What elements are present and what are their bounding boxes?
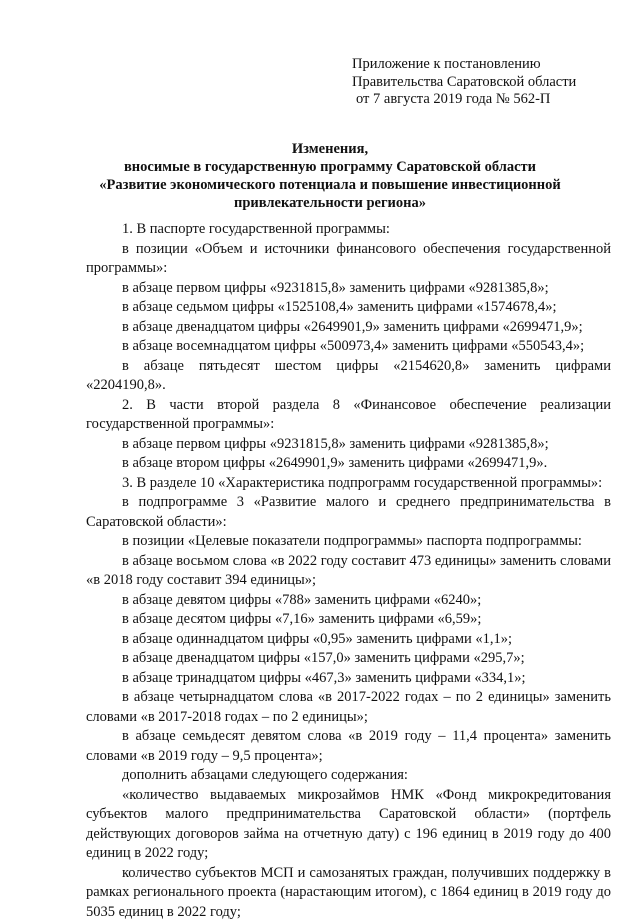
document-body: [86, 220, 611, 922]
paragraph-change: в абзаце восьмом слова «в 2022 году составит 473 единицы» заменить словами «в 2018 году составит 394 единицы»;: [86, 552, 611, 591]
paragraph-add-intro: дополнить абзацами следующего содержания:: [86, 766, 611, 786]
heading-line-1: Изменения,: [86, 140, 574, 158]
paragraph-item-3: 3. В разделе 10 «Характеристика подпрограмм государственной программы»:: [86, 474, 611, 494]
paragraph-change: в абзаце тринадцатом цифры «467,3» заменить цифрами «334,1»;: [86, 669, 611, 689]
paragraph-change: в абзаце двенадцатом цифры «157,0» заменить цифрами «295,7»;: [86, 649, 611, 669]
heading-line-4: привлекательности региона»: [86, 194, 574, 212]
paragraph-change: в абзаце восемнадцатом цифры «500973,4» заменить цифрами «550543,4»;: [86, 337, 611, 357]
heading-line-2: вносимые в государственную программу Саратовской области: [86, 158, 574, 176]
heading-line-3: «Развитие экономического потенциала и повышение инвестиционной: [86, 176, 574, 194]
document-heading: [86, 140, 574, 212]
paragraph-change: в абзаце первом цифры «9231815,8» заменить цифрами «9281385,8»;: [86, 435, 611, 455]
paragraph-added-text: количество субъектов МСП и самозанятых граждан, получивших поддержку в рамках регионального проекта (нарастающим итогом), с 1864 единиц в 2019 году до 5035 единиц в 2022 году;: [86, 864, 611, 922]
paragraph-change: в абзаце втором цифры «2649901,9» заменить цифрами «2699471,9».: [86, 454, 611, 474]
paragraph-change: в абзаце первом цифры «9231815,8» заменить цифрами «9281385,8»;: [86, 279, 611, 299]
paragraph-subprogram-3: в подпрограмме 3 «Развитие малого и среднего предпринимательства в Саратовской области»:: [86, 493, 611, 532]
paragraph-change: в абзаце двенадцатом цифры «2649901,9» заменить цифрами «2699471,9»;: [86, 318, 611, 338]
paragraph-position-finance: в позиции «Объем и источники финансового обеспечения государственной программы»:: [86, 240, 611, 279]
appendix-line-3: от 7 августа 2019 года № 562-П: [352, 91, 622, 109]
paragraph-position-targets: в позиции «Целевые показатели подпрограммы» паспорта подпрограммы:: [86, 532, 611, 552]
paragraph-change: в абзаце пятьдесят шестом цифры «2154620,8» заменить цифрами «2204190,8».: [86, 357, 611, 396]
appendix-line-1: Приложение к постановлению: [352, 56, 622, 74]
appendix-note: [352, 56, 622, 109]
paragraph-item-2: 2. В части второй раздела 8 «Финансовое обеспечение реализации государственной программы»:: [86, 396, 611, 435]
appendix-line-2: Правительства Саратовской области: [352, 74, 622, 92]
paragraph-change: в абзаце семьдесят девятом слова «в 2019 году – 11,4 процента» заменить словами «в 2019 году – 9,5 процента»;: [86, 727, 611, 766]
paragraph-change: в абзаце четырнадцатом слова «в 2017-2022 годах – по 2 единицы» заменить словами «в 2017-2018 годах – по 2 единицы»;: [86, 688, 611, 727]
paragraph-change: в абзаце десятом цифры «7,16» заменить цифрами «6,59»;: [86, 610, 611, 630]
paragraph-change: в абзаце седьмом цифры «1525108,4» заменить цифрами «1574678,4»;: [86, 298, 611, 318]
paragraph-change: в абзаце одиннадцатом цифры «0,95» заменить цифрами «1,1»;: [86, 630, 611, 650]
paragraph-added-text: «количество выдаваемых микрозаймов НМК «Фонд микрокредитования субъектов малого предпринимательства Саратовской области» (портфель действующих договоров займа на отчетную дату) с 196 единиц в 2019 году до 400 единиц в 2022 году;: [86, 786, 611, 864]
paragraph-change: в абзаце девятом цифры «788» заменить цифрами «6240»;: [86, 591, 611, 611]
paragraph-item-1: 1. В паспорте государственной программы:: [86, 220, 611, 240]
